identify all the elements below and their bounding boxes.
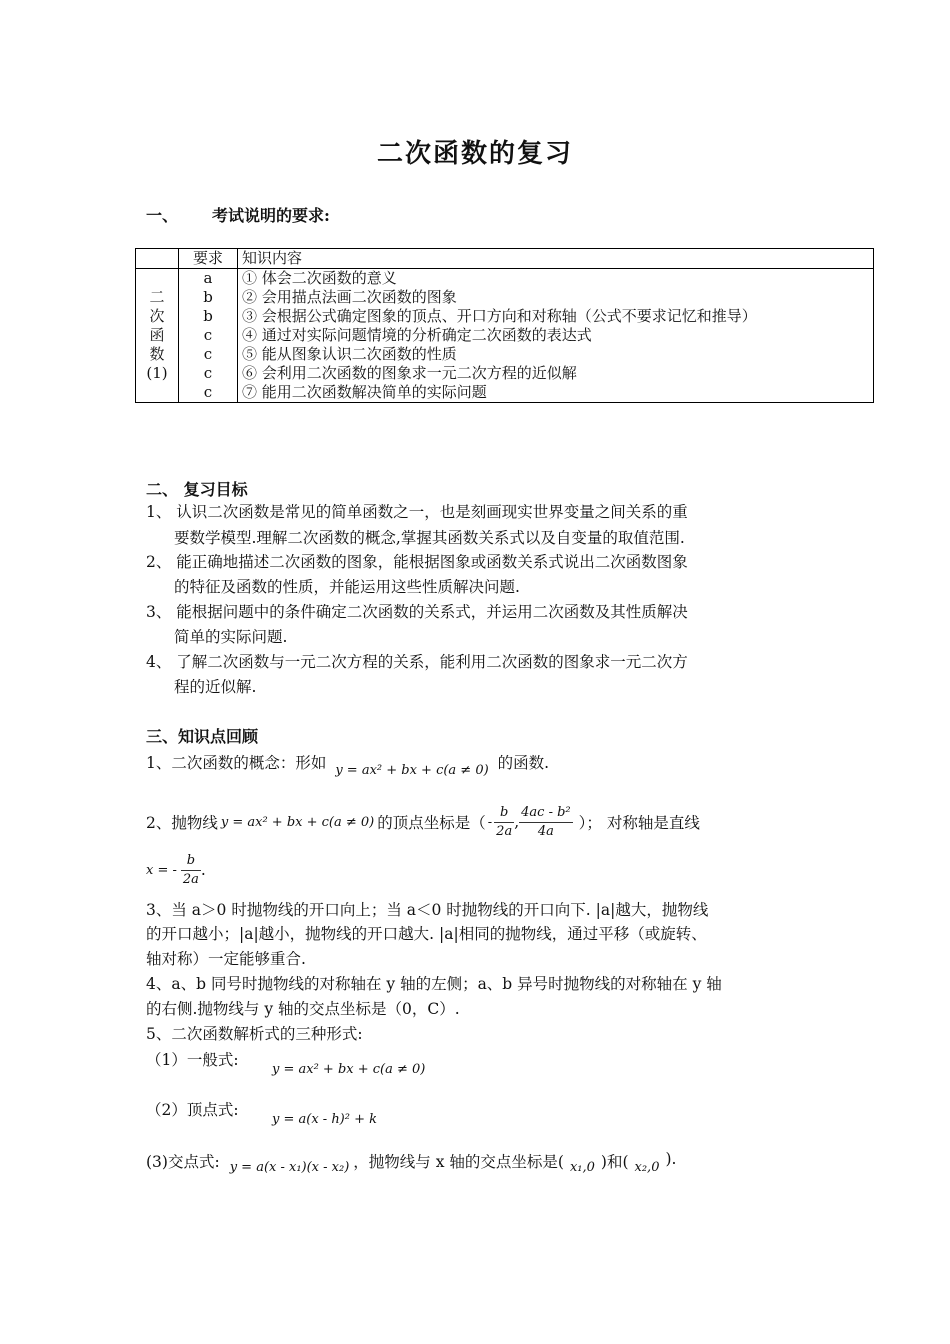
goal-3-line1: 3、 能根据问题中的条件确定二次函数的关系式，并运用二次函数及其性质解决 bbox=[146, 603, 688, 621]
content-item: ② 会用描点法画二次函数的图象 bbox=[242, 288, 457, 306]
table-header-blank bbox=[136, 249, 179, 269]
section2-heading: 二、 复习目标 bbox=[146, 480, 248, 499]
vertex-line: 2、抛物线 y = ax² + bx + c(a ≠ 0) 的顶点坐标是（ - $\frac{b}{2a}$ , $\frac{\text{4ac - b²}}{4a}$ ）； 对称轴是直线 bbox=[146, 804, 700, 839]
table-header-content: 知识内容 bbox=[238, 249, 874, 269]
fraction-axis: $\frac{b}{2a}$ bbox=[182, 852, 199, 887]
point4-line1: 4、a、b 同号时抛物线的对称轴在 y 轴的左侧；a、b 异号时抛物线的对称轴在 y 轴 bbox=[146, 975, 722, 993]
point4-line2: 的右侧.抛物线与 y 轴的交点坐标是（0，C）. bbox=[146, 1000, 460, 1018]
point3-line2: 的开口越小；|a|越小，抛物线的开口越大. |a|相同的抛物线，通过平移（或旋转、 bbox=[146, 925, 707, 943]
row-label: 二 次 函 数 (1) bbox=[136, 269, 179, 403]
content-item: ① 体会二次函数的意义 bbox=[242, 269, 397, 287]
formula-parabola: y = ax² + bx + c(a ≠ 0) bbox=[220, 814, 375, 830]
formula-general: y = ax² + bx + c(a ≠ 0) bbox=[335, 763, 489, 778]
fraction-b-over-2a: $\frac{b}{2a}$ bbox=[496, 804, 513, 839]
form2-label: （2）顶点式: bbox=[146, 1101, 239, 1119]
form3-formula: y = a(x - x₁)(x - x₂) bbox=[229, 1160, 350, 1175]
requirements-table bbox=[135, 248, 874, 403]
point5-heading: 5、二次函数解析式的三种形式: bbox=[146, 1025, 363, 1043]
goal-4-line1: 4、 了解二次函数与一元二次方程的关系，能利用二次函数的图象求一元二次方 bbox=[146, 653, 688, 671]
goal-2-line1: 2、 能正确地描述二次函数的图象，能根据图象或函数关系式说出二次函数图象 bbox=[146, 553, 688, 571]
point3-line3: 轴对称）一定能够重合. bbox=[146, 950, 306, 968]
concept-line: 1、二次函数的概念：形如 $_{y = ax^2 + bx + c(a \ne 0)}$ 的函数. bbox=[146, 754, 550, 778]
point3-line1: 3、当 a＞0 时抛物线的开口向上；当 a＜0 时抛物线的开口向下. |a|越大，抛物线 bbox=[146, 901, 709, 919]
goal-1-line2: 要数学模型.理解二次函数的概念,掌握其函数关系式以及自变量的取值范围. bbox=[174, 529, 685, 547]
goal-2-line2: 的特征及函数的性质，并能运用这些性质解决问题. bbox=[174, 578, 520, 596]
content-item: ⑥ 会利用二次函数的图象求一元二次方程的近似解 bbox=[242, 364, 577, 382]
form1-label: （1）一般式: bbox=[146, 1051, 239, 1069]
page-title: 二次函数的复习 bbox=[376, 139, 573, 169]
axis-line: x = - $\frac{b}{2a}$ . bbox=[146, 852, 206, 887]
fraction-4ac-b2-over-4a: $\frac{\text{4ac - b²}}{4a}$ bbox=[521, 804, 571, 839]
section1-number: 一、 bbox=[146, 206, 179, 225]
content-item: ⑦ 能用二次函数解决简单的实际问题 bbox=[242, 383, 487, 401]
form3-line: (3)交点式: y = a(x - x₁)(x - x₂) ，抛物线与 x 轴的交点坐标是( x₁,0 )和( x₂,0 ). bbox=[146, 1150, 677, 1175]
goal-3-line2: 简单的实际问题. bbox=[174, 628, 288, 646]
content-item: ⑤ 能从图象认识二次函数的性质 bbox=[242, 345, 457, 363]
level-column: a b b c c c c bbox=[179, 269, 238, 403]
section3-heading: 三、知识点回顾 bbox=[146, 727, 259, 746]
form2-formula: y = a(x - h)² + k bbox=[272, 1112, 378, 1127]
content-item: ③ 会根据公式确定图象的顶点、开口方向和对称轴（公式不要求记忆和推导） bbox=[242, 307, 757, 325]
goal-1-line1: 1、 认识二次函数是常见的简单函数之一，也是刻画现实世界变量之间关系的重 bbox=[146, 503, 688, 521]
content-column bbox=[238, 269, 874, 403]
root-point-2: x₂,0 bbox=[634, 1160, 660, 1175]
goal-4-line2: 程的近似解. bbox=[174, 678, 257, 696]
root-point-1: x₁,0 bbox=[569, 1160, 595, 1175]
section1-heading: 考试说明的要求: bbox=[212, 206, 330, 225]
table-header-level: 要求 bbox=[179, 249, 238, 269]
form1-formula: y = ax² + bx + c(a ≠ 0) bbox=[272, 1062, 426, 1077]
content-item: ④ 通过对实际问题情境的分析确定二次函数的表达式 bbox=[242, 326, 592, 344]
